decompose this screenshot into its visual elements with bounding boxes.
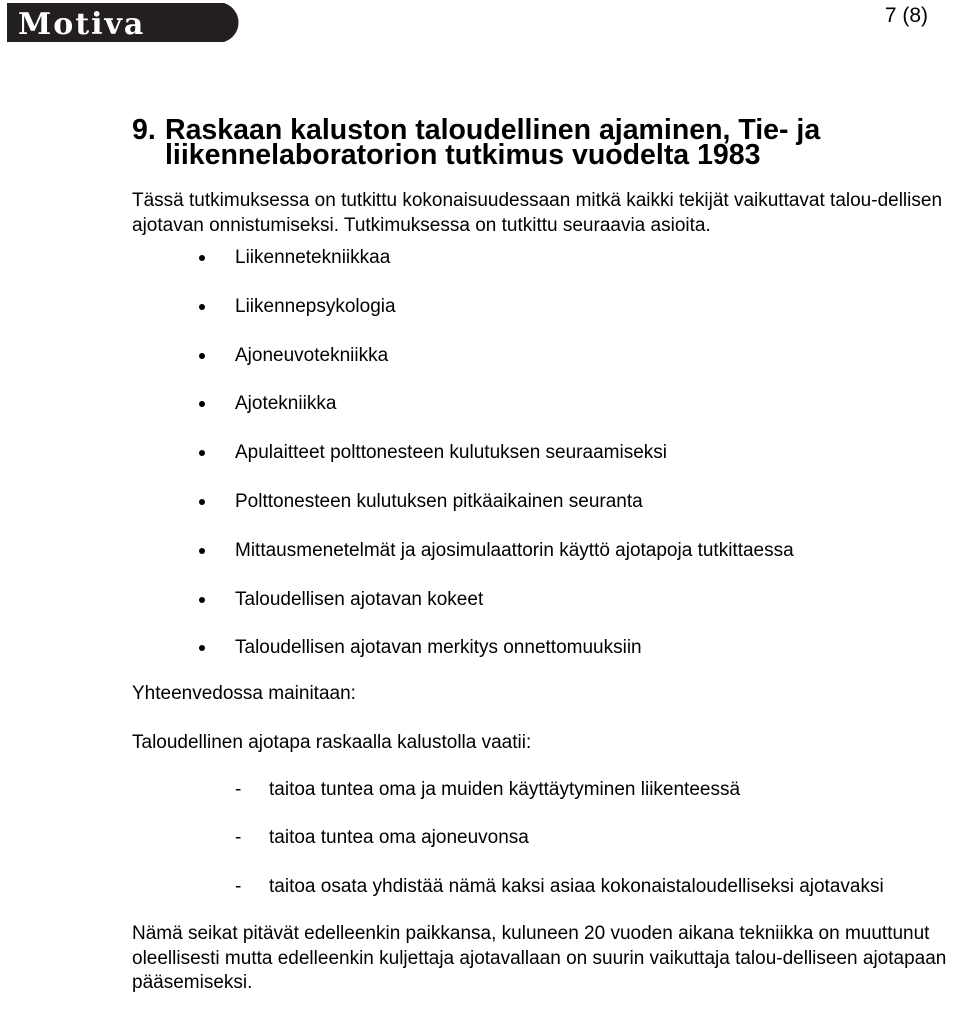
logo-text: Motiva [18,7,146,42]
requirement-text: taitoa tuntea oma ajoneuvonsa [269,827,529,849]
section-heading [132,114,952,171]
motiva-logo [5,1,246,44]
intro-paragraph: Tässä tutkimuksessa on tutkittu kokonaisuudessaan mitkä kaikki tekijät vaikuttavat talou-dellisen ajotavan onnistumiseksi. Tutkimuksessa on tutkittu seuraavia asioita. [132,190,943,236]
page-number: 7 (8) [884,4,928,27]
topic-item: Liikennepsykologia [132,295,952,320]
requirement-item [132,826,952,851]
topic-list [132,246,952,661]
document-body [132,114,952,1015]
requirement-intro: Taloudellinen ajotapa raskaalla kalustolla vaatii: [132,731,532,753]
topic-item: Taloudellisen ajotavan merkitys onnettomuuksiin [132,636,952,661]
topic-item: Taloudellisen ajotavan kokeet [132,588,952,613]
requirement-item [132,875,952,900]
topic-item: Liikennetekniikkaa [132,246,952,271]
requirement-item [132,778,952,803]
section-number: 9. [132,114,156,146]
requirement-list [132,778,952,899]
section-title: Raskaan kaluston taloudellinen ajaminen, Tie- ja liikennelaboratorion tutkimus vuodelta 1983 [165,114,821,171]
topic-item: Polttonesteen kulutuksen pitkäaikainen seuranta [132,490,952,515]
summary-label: Yhteenvedossa mainitaan: [132,683,356,705]
dash-marker: - [235,875,242,897]
requirement-text: taitoa osata yhdistää nämä kaksi asiaa kokonaistaloudelliseksi ajotavaksi [269,875,884,897]
topic-item: Apulaitteet polttonesteen kulutuksen seuraamiseksi [132,441,952,466]
topic-item: Ajoneuvotekniikka [132,344,952,369]
closing-paragraph: Nämä seikat pitävät edelleenkin paikkansa, kuluneen 20 vuoden aikana tekniikka on muuttunut oleellisesti mutta edelleenkin kuljettaja ajotavallaan on suurin vaikuttaja talou-delliseen ajotapaan pääsemiseksi. [132,923,947,994]
requirement-text: taitoa tuntea oma ja muiden käyttäytyminen liikenteessä [269,779,741,801]
dash-marker: - [235,827,242,849]
topic-item: Ajotekniikka [132,392,952,417]
dash-marker: - [235,779,242,801]
topic-item: Mittausmenetelmät ja ajosimulaattorin käyttö ajotapoja tutkittaessa [132,539,952,564]
